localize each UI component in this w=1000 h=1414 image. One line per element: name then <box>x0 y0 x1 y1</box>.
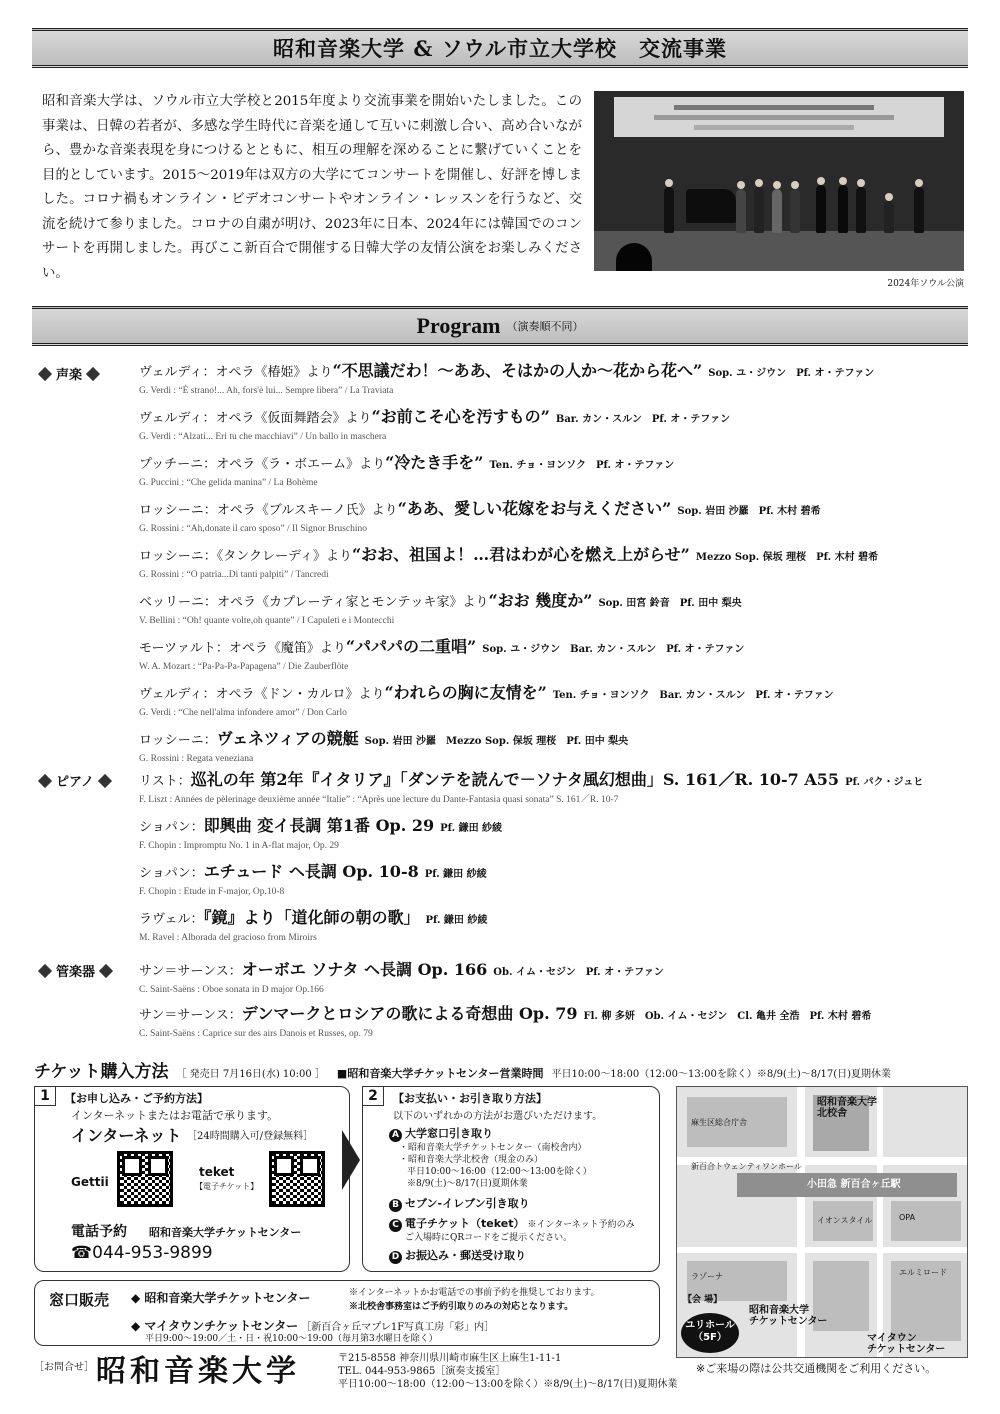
option-b: B セブン-イレブン引き取り <box>389 1195 530 1212</box>
program-item: サン＝サーンス：デンマークとロシアの歌による奇想曲 Op. 79 Fl. 柳 多妍 Ob. イム・セジン Cl. 亀井 全浩 Pf. 木村 碧希 C. Saint-Saëns : Caprice sur des airs Danois et Russes, op. 79 <box>139 1004 872 1039</box>
access-map <box>676 1086 968 1358</box>
window-item-2: ◆ マイタウンチケットセンター ［新百合ヶ丘マプレ1F写真工房「彩」内］ <box>131 1319 495 1333</box>
letter-b-icon: B <box>389 1199 402 1212</box>
box1-heading: 【お申し込み・ご予約方法】 <box>65 1092 208 1105</box>
program-item: ベッリーニ：オペラ《カプレーティ家とモンテッキ家》より“おお 幾度か” Sop. 田宮 鈴音 Pf. 田中 梨央 V. Bellini : “Oh! quante volte,oh quante” / I Capuleti e i Montecchi <box>139 591 742 626</box>
internet-label: インターネット <box>71 1126 182 1145</box>
diamond-icon <box>98 773 112 787</box>
window-item-2-hours: 平日9:00～19:00／土・日・祝10:00～19:00（毎月第3水曜日を除く） <box>145 1334 438 1344</box>
footer-tel[interactable]: TEL. 044-953-9865［演奏支援室］ <box>338 1366 506 1377</box>
diamond-icon <box>38 773 52 787</box>
intro-text: 昭和音楽大学は、ソウル市立大学校と2015年度より交流事業を開始いたしました。この事業は、日韓の若者が、多感な学生時代に音楽を通して互いに刺激し合い、高め合いながら、豊かな音楽表現を身につけるとともに、相互の理解を深めることに繋げていくことを目的としています。2015～2019年は双方の大学にてコンサートを開催し、好評を博しました。コロナ禍もオンライン・ビデオコンサートやオンライン・レッスンを行うなど、交流を続けて参りました。コロナの自粛が明け、2023年に日本、2024年には韓国でのコンサートを再開しました。再びここ新百合で開催する日韓大学の友情公演をお楽しみください。 <box>42 94 582 281</box>
phone-number[interactable]: ☎044-953-9899 <box>71 1243 213 1263</box>
diamond-icon <box>38 366 52 380</box>
footer-contact <box>338 1352 677 1391</box>
window-sales-box <box>34 1280 660 1346</box>
letter-c-icon: C <box>389 1219 402 1232</box>
program-item: ロッシーニ：オペラ《ブルスキーノ氏》より“ああ、愛しい花嫁をお与えください” Sop. 岩田 沙羅 Pf. 木村 碧希 G. Rossini : “Ah,donate il caro sposo” / Il Signor Bruschino <box>139 499 821 534</box>
map-label: OPA <box>899 1213 916 1222</box>
program-item: ラヴェル：『鏡』より「道化師の朝の歌」 Pf. 鎌田 紗綾 M. Ravel : Alborada del gracioso from Miroirs <box>139 908 488 943</box>
diamond-icon <box>86 366 100 380</box>
phone-label: 電話予約 <box>71 1224 127 1240</box>
header-title: 昭和音楽大学 & ソウル市立大学校 交流事業 <box>273 36 727 61</box>
program-item: ショパン：即興曲 変イ長調 第1番 Op. 29 Pf. 鎌田 紗綾 F. Chopin : Impromptu No. 1 in A-flat major, Op. 29 <box>139 816 503 851</box>
ticket-title: チケット購入方法 <box>34 1062 169 1082</box>
map-station: 小田急 新百合ヶ丘駅 <box>807 1179 901 1190</box>
program-item: モーツァルト：オペラ《魔笛》より“パパパの二重唱” Sop. ユ・ジウン Bar. カン・スルン Pf. オ・テファン W. A. Mozart : “Pa-Pa-Pa-Papagena” / Die Zauberflöte <box>139 637 745 672</box>
map-label: 麻生区総合庁舎 <box>691 1118 747 1127</box>
map-label: ラゾーナ <box>691 1272 723 1281</box>
option-a-details: ・昭和音楽大学チケットセンター（南校舎内） ・昭和音楽大学北校舎（現金のみ） 平日10:00～16:00（12:00～13:00を除く） ※8/9(土)～8/17(日)夏期休業 <box>399 1143 592 1189</box>
program-item: ヴェルディ：オペラ《ドン・カルロ》より“われらの胸に友情を” Ten. チョ・ヨンソク Bar. カン・スルン Pf. オ・テファン G. Verdi : “Che nell'alma infondere amor” / Don Carlo <box>139 683 834 718</box>
teket-note: 【電子チケット】 <box>195 1182 259 1191</box>
map-venue-marker: ユリホール （5F） <box>681 1313 739 1353</box>
gettii-qr-code[interactable] <box>117 1151 173 1207</box>
teket-qr-code[interactable] <box>269 1151 325 1207</box>
map-north-campus: 昭和音楽大学 北校舎 <box>817 1097 877 1119</box>
teket-label[interactable]: teket <box>199 1165 235 1179</box>
option-c-note: ご入場時にQRコードをご提示ください。 <box>405 1233 573 1243</box>
window-note-1: ※インターネットかお電話での事前予約を推奨しております。 <box>349 1288 600 1298</box>
box1-line: インターネットまたはお電話で承ります。 <box>71 1109 279 1122</box>
step-number: 1 <box>34 1086 56 1106</box>
program-item: ショパン：エチュード ヘ長調 Op. 10-8 Pf. 鎌田 紗綾 F. Chopin : Etude in F-major, Op.10-8 <box>139 862 487 897</box>
gettii-label[interactable]: Gettii <box>71 1175 109 1189</box>
letter-a-icon: A <box>389 1129 402 1142</box>
window-sales-title: 窓口販売 <box>49 1291 110 1309</box>
diamond-icon <box>99 963 113 977</box>
ticket-hours-label: ■昭和音楽大学チケットセンター営業時間 <box>336 1067 544 1080</box>
option-d: D お振込み・郵送受け取り <box>389 1247 526 1264</box>
program-item: サン＝サーンス：オーボエ ソナタ ヘ長調 Op. 166 Ob. イム・セジン Pf. オ・テファン C. Saint-Saëns : Oboe sonata in D major Op.166 <box>139 960 664 995</box>
footer-org: 昭和音楽大学 <box>96 1354 300 1389</box>
map-label: 新百合トウェンティワンホール <box>691 1162 802 1171</box>
program-note: （演奏順不同） <box>506 320 584 333</box>
option-a: A 大学窓口引き取り <box>389 1125 493 1142</box>
program-item: ロッシーニ：ヴェネツィアの競艇 Sop. 岩田 沙羅 Mezzo Sop. 保坂 理桜 Pf. 田中 梨央 G. Rossini : Regata veneziana <box>139 729 629 764</box>
ticket-release: ［ 発売日 7月16日(水) 10:00 ］ <box>176 1069 325 1080</box>
arrow-right-icon <box>342 1130 360 1190</box>
program-item: ヴェルディ：オペラ《椿姫》より“不思議だわ！～ああ、そはかの人か～花から花へ” Sop. ユ・ジウン Pf. オ・テファン G. Verdi : “È strano!... Ah, fors'è lui... Sempre libera” / La Traviata <box>139 361 875 396</box>
box2-line: 以下のいずれかの方法がお選びいただけます。 <box>393 1111 603 1122</box>
map-mytown: マイタウン チケットセンター <box>867 1333 946 1355</box>
category-piano: ピアノ <box>40 771 110 790</box>
diamond-icon <box>38 963 52 977</box>
box2-heading: 【お支払い・お引き取り方法】 <box>393 1092 547 1105</box>
program-item: ヴェルディ：オペラ《仮面舞踏会》より“お前こそ心を汚すもの” Bar. カン・スルン Pf. オ・テファン G. Verdi : “Alzati... Eri tu che macchiavi” / Un ballo in maschera <box>139 407 731 442</box>
map-label: イオンスタイル <box>817 1216 873 1225</box>
ticket-header <box>34 1057 968 1082</box>
letter-d-icon: D <box>389 1251 402 1264</box>
phone-org: 昭和音楽大学チケットセンター <box>149 1226 302 1239</box>
map-venue-label: 【会 場】 <box>683 1295 723 1305</box>
map-note: ※ご来場の際は公共交通機関をご利用ください。 <box>696 1362 937 1375</box>
header-band <box>32 28 968 68</box>
map-ticket-center: 昭和音楽大学 チケットセンター <box>749 1305 828 1327</box>
program-item: プッチーニ：オペラ《ラ・ボエーム》より“冷たき手を” Ten. チョ・ヨンソク Pf. オ・テファン G. Puccini : “Che gelida manina” / La Bohème <box>139 453 675 488</box>
category-vocal: 声楽 <box>40 364 98 383</box>
ticket-hours: 平日10:00～18:00（12:00～13:00を除く）※8/9(土)～8/17(日)夏期休業 <box>551 1069 891 1080</box>
window-note-2: ※北校舎事務室はご予約引取りのみの対応となります。 <box>349 1302 574 1312</box>
reservation-box <box>34 1086 350 1272</box>
program-band <box>32 306 968 346</box>
program-title: Program <box>416 313 501 338</box>
footer-hours: 平日10:00～18:00（12:00～13:00を除く）※8/9(土)～8/17(日)夏期休業 <box>338 1379 678 1390</box>
step-number: 2 <box>362 1086 384 1106</box>
map-label: エルミロード <box>899 1268 947 1277</box>
internet-note: ［24時間購入可/登録無料］ <box>187 1131 314 1142</box>
window-item-1: ◆ 昭和音楽大学チケットセンター <box>131 1291 311 1305</box>
concert-photo <box>594 91 964 271</box>
photo-caption: 2024年ソウル公演 <box>887 279 964 289</box>
contact-label: ［お問合せ］ <box>34 1362 94 1373</box>
option-c: C 電子チケット（teket） ※インターネット予約のみ <box>389 1215 635 1232</box>
program-item: リスト：巡礼の年 第2年『イタリア』「ダンテを読んで－ソナタ風幻想曲」S. 161／R. 10-7 A55 Pf. パク・ジュヒ F. Liszt : Années de pèlerinage deuxième année “Italie” : “Après une lecture du Dante-Fantasia quasi sonata” S. 161／R. 10-7 <box>139 770 924 805</box>
program-item: ロッシーニ：《タンクレーディ》より“おお、祖国よ！…君はわが心を燃え上がらせ” Mezzo Sop. 保坂 理桜 Pf. 木村 碧希 G. Rossini : “O patria...Di tanti palpiti” / Tancredi <box>139 545 879 580</box>
category-winds: 管楽器 <box>40 961 111 980</box>
footer-address: 〒215-8558 神奈川県川崎市麻生区上麻生1-11-1 <box>338 1353 562 1364</box>
payment-box <box>362 1086 660 1272</box>
